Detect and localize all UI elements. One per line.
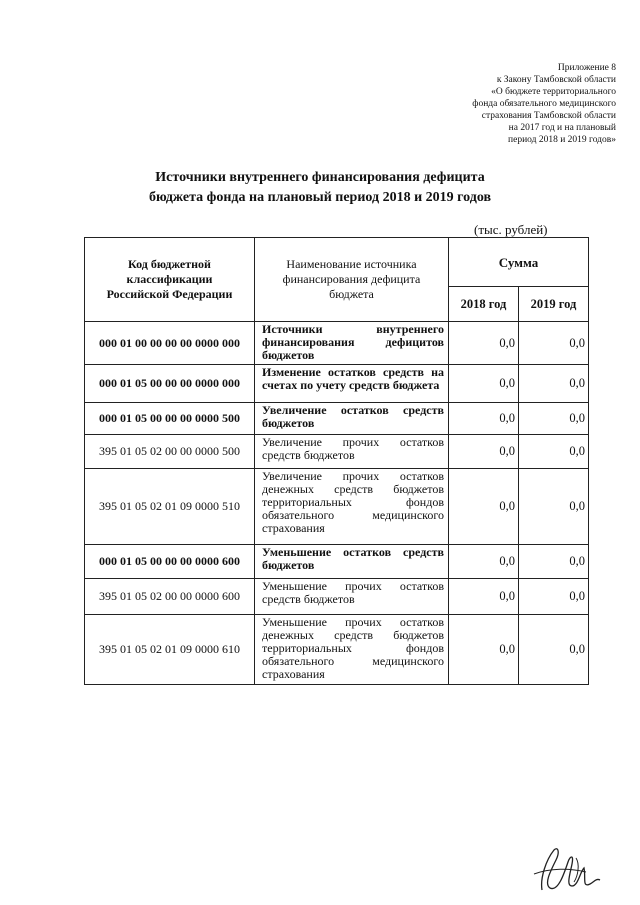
appendix-note bbox=[386, 62, 616, 146]
row-code: 395 01 05 02 01 09 0000 510 bbox=[85, 469, 255, 545]
table-row bbox=[85, 435, 589, 469]
header-name: Наименование источника финансирования дефицита бюджета bbox=[255, 238, 449, 322]
row-name: Источники внутреннего финансирования дефицитов бюджетов bbox=[255, 322, 449, 365]
header-year-2018: 2018 год bbox=[449, 287, 519, 322]
table-row bbox=[85, 322, 589, 365]
row-code: 000 01 00 00 00 00 0000 000 bbox=[85, 322, 255, 365]
appendix-line: фонда обязательного медицинского bbox=[472, 99, 616, 109]
row-value-2019: 0,0 bbox=[519, 615, 589, 685]
row-name: Увеличение остатков средств бюджетов bbox=[255, 403, 449, 435]
row-name: Уменьшение прочих остатков денежных средств бюджетов территориальных фондов обязательного медицинского страхования bbox=[255, 615, 449, 685]
row-value-2019: 0,0 bbox=[519, 469, 589, 545]
units-note: (тыс. рублей) bbox=[474, 222, 548, 237]
row-value-2019: 0,0 bbox=[519, 322, 589, 365]
row-value-2018: 0,0 bbox=[449, 403, 519, 435]
title-line-2: бюджета фонда на плановый период 2018 и 2019 годов bbox=[148, 190, 492, 205]
row-code: 000 01 05 00 00 00 0000 600 bbox=[85, 545, 255, 579]
row-value-2018: 0,0 bbox=[449, 365, 519, 403]
row-value-2019: 0,0 bbox=[519, 579, 589, 615]
table-row bbox=[85, 469, 589, 545]
row-value-2018: 0,0 bbox=[449, 615, 519, 685]
row-name: Уменьшение прочих остатков средств бюджетов bbox=[255, 579, 449, 615]
appendix-line: период 2018 и 2019 годов» bbox=[508, 135, 616, 145]
financing-sources-table bbox=[84, 237, 589, 685]
row-code: 395 01 05 02 00 00 0000 500 bbox=[85, 435, 255, 469]
row-code: 395 01 05 02 00 00 0000 600 bbox=[85, 579, 255, 615]
table-row bbox=[85, 365, 589, 403]
row-value-2019: 0,0 bbox=[519, 435, 589, 469]
appendix-line: страхования Тамбовской области bbox=[481, 111, 616, 121]
row-name: Изменение остатков средств на счетах по учету средств бюджета bbox=[255, 365, 449, 403]
header-code: Код бюджетной классификации Российской Федерации bbox=[85, 238, 255, 322]
row-code: 000 01 05 00 00 00 0000 500 bbox=[85, 403, 255, 435]
signature bbox=[520, 838, 610, 898]
document-title bbox=[80, 168, 560, 208]
header-sum: Сумма bbox=[449, 238, 589, 287]
appendix-line: «О бюджете территориального bbox=[491, 87, 616, 97]
row-name: Увеличение прочих остатков средств бюджетов bbox=[255, 435, 449, 469]
table-row bbox=[85, 579, 589, 615]
row-code: 000 01 05 00 00 00 0000 000 bbox=[85, 365, 255, 403]
table-row bbox=[85, 545, 589, 579]
row-value-2019: 0,0 bbox=[519, 545, 589, 579]
row-value-2018: 0,0 bbox=[449, 469, 519, 545]
row-value-2019: 0,0 bbox=[519, 403, 589, 435]
row-name: Увеличение прочих остатков денежных средств бюджетов территориальных фондов обязательного медицинского страхования bbox=[255, 469, 449, 545]
row-value-2018: 0,0 bbox=[449, 579, 519, 615]
title-line-1: Источники внутреннего финансирования дефицита bbox=[155, 170, 485, 185]
table-row bbox=[85, 615, 589, 685]
row-value-2018: 0,0 bbox=[449, 322, 519, 365]
table-body bbox=[85, 322, 589, 685]
table-row bbox=[85, 403, 589, 435]
appendix-line: к Закону Тамбовской области bbox=[496, 75, 616, 85]
row-code: 395 01 05 02 01 09 0000 610 bbox=[85, 615, 255, 685]
appendix-line: на 2017 год и на плановый bbox=[508, 123, 616, 133]
appendix-line: Приложение 8 bbox=[557, 63, 616, 73]
row-name: Уменьшение остатков средств бюджетов bbox=[255, 545, 449, 579]
row-value-2018: 0,0 bbox=[449, 435, 519, 469]
row-value-2019: 0,0 bbox=[519, 365, 589, 403]
row-value-2018: 0,0 bbox=[449, 545, 519, 579]
header-year-2019: 2019 год bbox=[519, 287, 589, 322]
